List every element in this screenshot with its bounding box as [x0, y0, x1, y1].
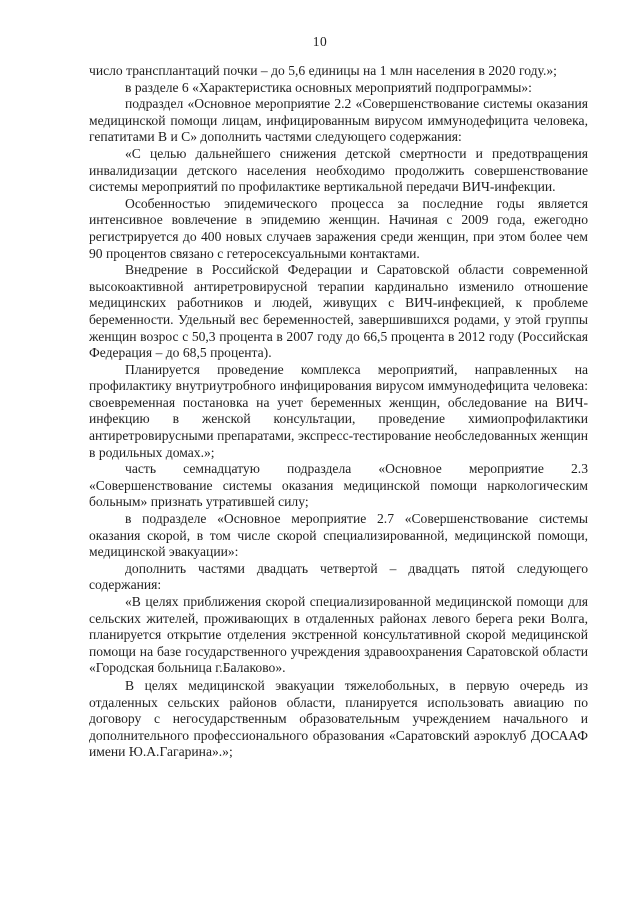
paragraph-medical-evacuation: В целях медицинской эвакуации тяжелобольных, в первую очередь из отдаленных сельских районов области, планируется использовать авиацию по договору с негосударственным образовательным учреждением начального и дополнительного профессионального образования «Саратовский аэроклуб ДОСААФ имени Ю.А.Гагарина».»; [89, 677, 588, 760]
paragraph-child-mortality: «С целью дальнейшего снижения детской смертности и предотвращения инвалидизации детского населения необходимо продолжить совершенствование системы мероприятий по профилактике вертикальной передачи ВИЧ-инфекции. [89, 145, 588, 195]
paragraph-section-6-intro: в разделе 6 «Характеристика основных мероприятий подпрограммы»: [125, 79, 532, 95]
paragraph-add-parts: дополнить частями двадцать четвертой – двадцать пятой следующего содержания: [89, 560, 588, 593]
paragraph-epidemic-features: Особенностью эпидемического процесса за последние годы является интенсивное вовлечение в эпидемию женщин. Начиная с 2009 года, ежегодно регистрируется до 400 новых случаев заражения среди женщин, при этом более чем 90 процентов связано с гетеросексуальными контактами. [89, 195, 588, 261]
paragraph-transplant-count: число трансплантаций почки – до 5,6 единицы на 1 млн населения в 2020 году.»; [89, 63, 557, 78]
paragraph-subsection-2-3: часть семнадцатую подраздела «Основное мероприятие 2.3 «Совершенствование системы оказания медицинской помощи наркологическим больным» признать утратившей силу; [89, 461, 588, 510]
paragraph-subsection-2-7: в подразделе «Основное мероприятие 2.7 «Совершенствование системы оказания скорой, в том числе скорой специализированной, медицинской помощи, медицинской эвакуации»: [89, 511, 588, 560]
page-number: 10 [312, 34, 328, 49]
paragraph-therapy-introduction: Внедрение в Российской Федерации и Саратовской области современной высокоактивной антиретровирусной терапии кардинально изменило отношение медицинских работников и людей, живущих с ВИЧ-инфекцией, к проблеме беременности. Удельный вес беременностей, завершившихся родами, у этой группы женщин возрос с 50,3 процента в 2007 году до 66,5 процента в 2012 году (Российская Федерация – до 68,5 процента). [89, 262, 588, 361]
paragraph-planned-measures: Планируется проведение комплекса мероприятий, направленных на профилактику внутриутробного инфицирования вирусом иммунодефицита человека: своевременная постановка на учет беременных женщин, обследование на ВИЧ-инфекцию в женской консультации, проведение химиопрофилактики антиретровирусными препаратами, экспресс-тестирование необследованных женщин в родильных домах.»; [89, 361, 588, 460]
paragraph-subsection-2-2: подраздел «Основное мероприятие 2.2 «Совершенствование системы оказания медицинской помощи лицам, инфицированным вирусом иммунодефицита человека, гепатитами В и С» дополнить частями следующего содержания: [89, 96, 588, 145]
document-body [89, 63, 588, 761]
paragraph-emergency-care: «В целях приближения скорой специализированной медицинской помощи для сельских жителей, проживающих в отдаленных районах левого берега реки Волга, планируется открытие отделения экстренной консультативной скорой медицинской помощи на базе государственного учреждения здравоохранения Саратовской области «Городская больница г.Балаково». [89, 594, 588, 676]
